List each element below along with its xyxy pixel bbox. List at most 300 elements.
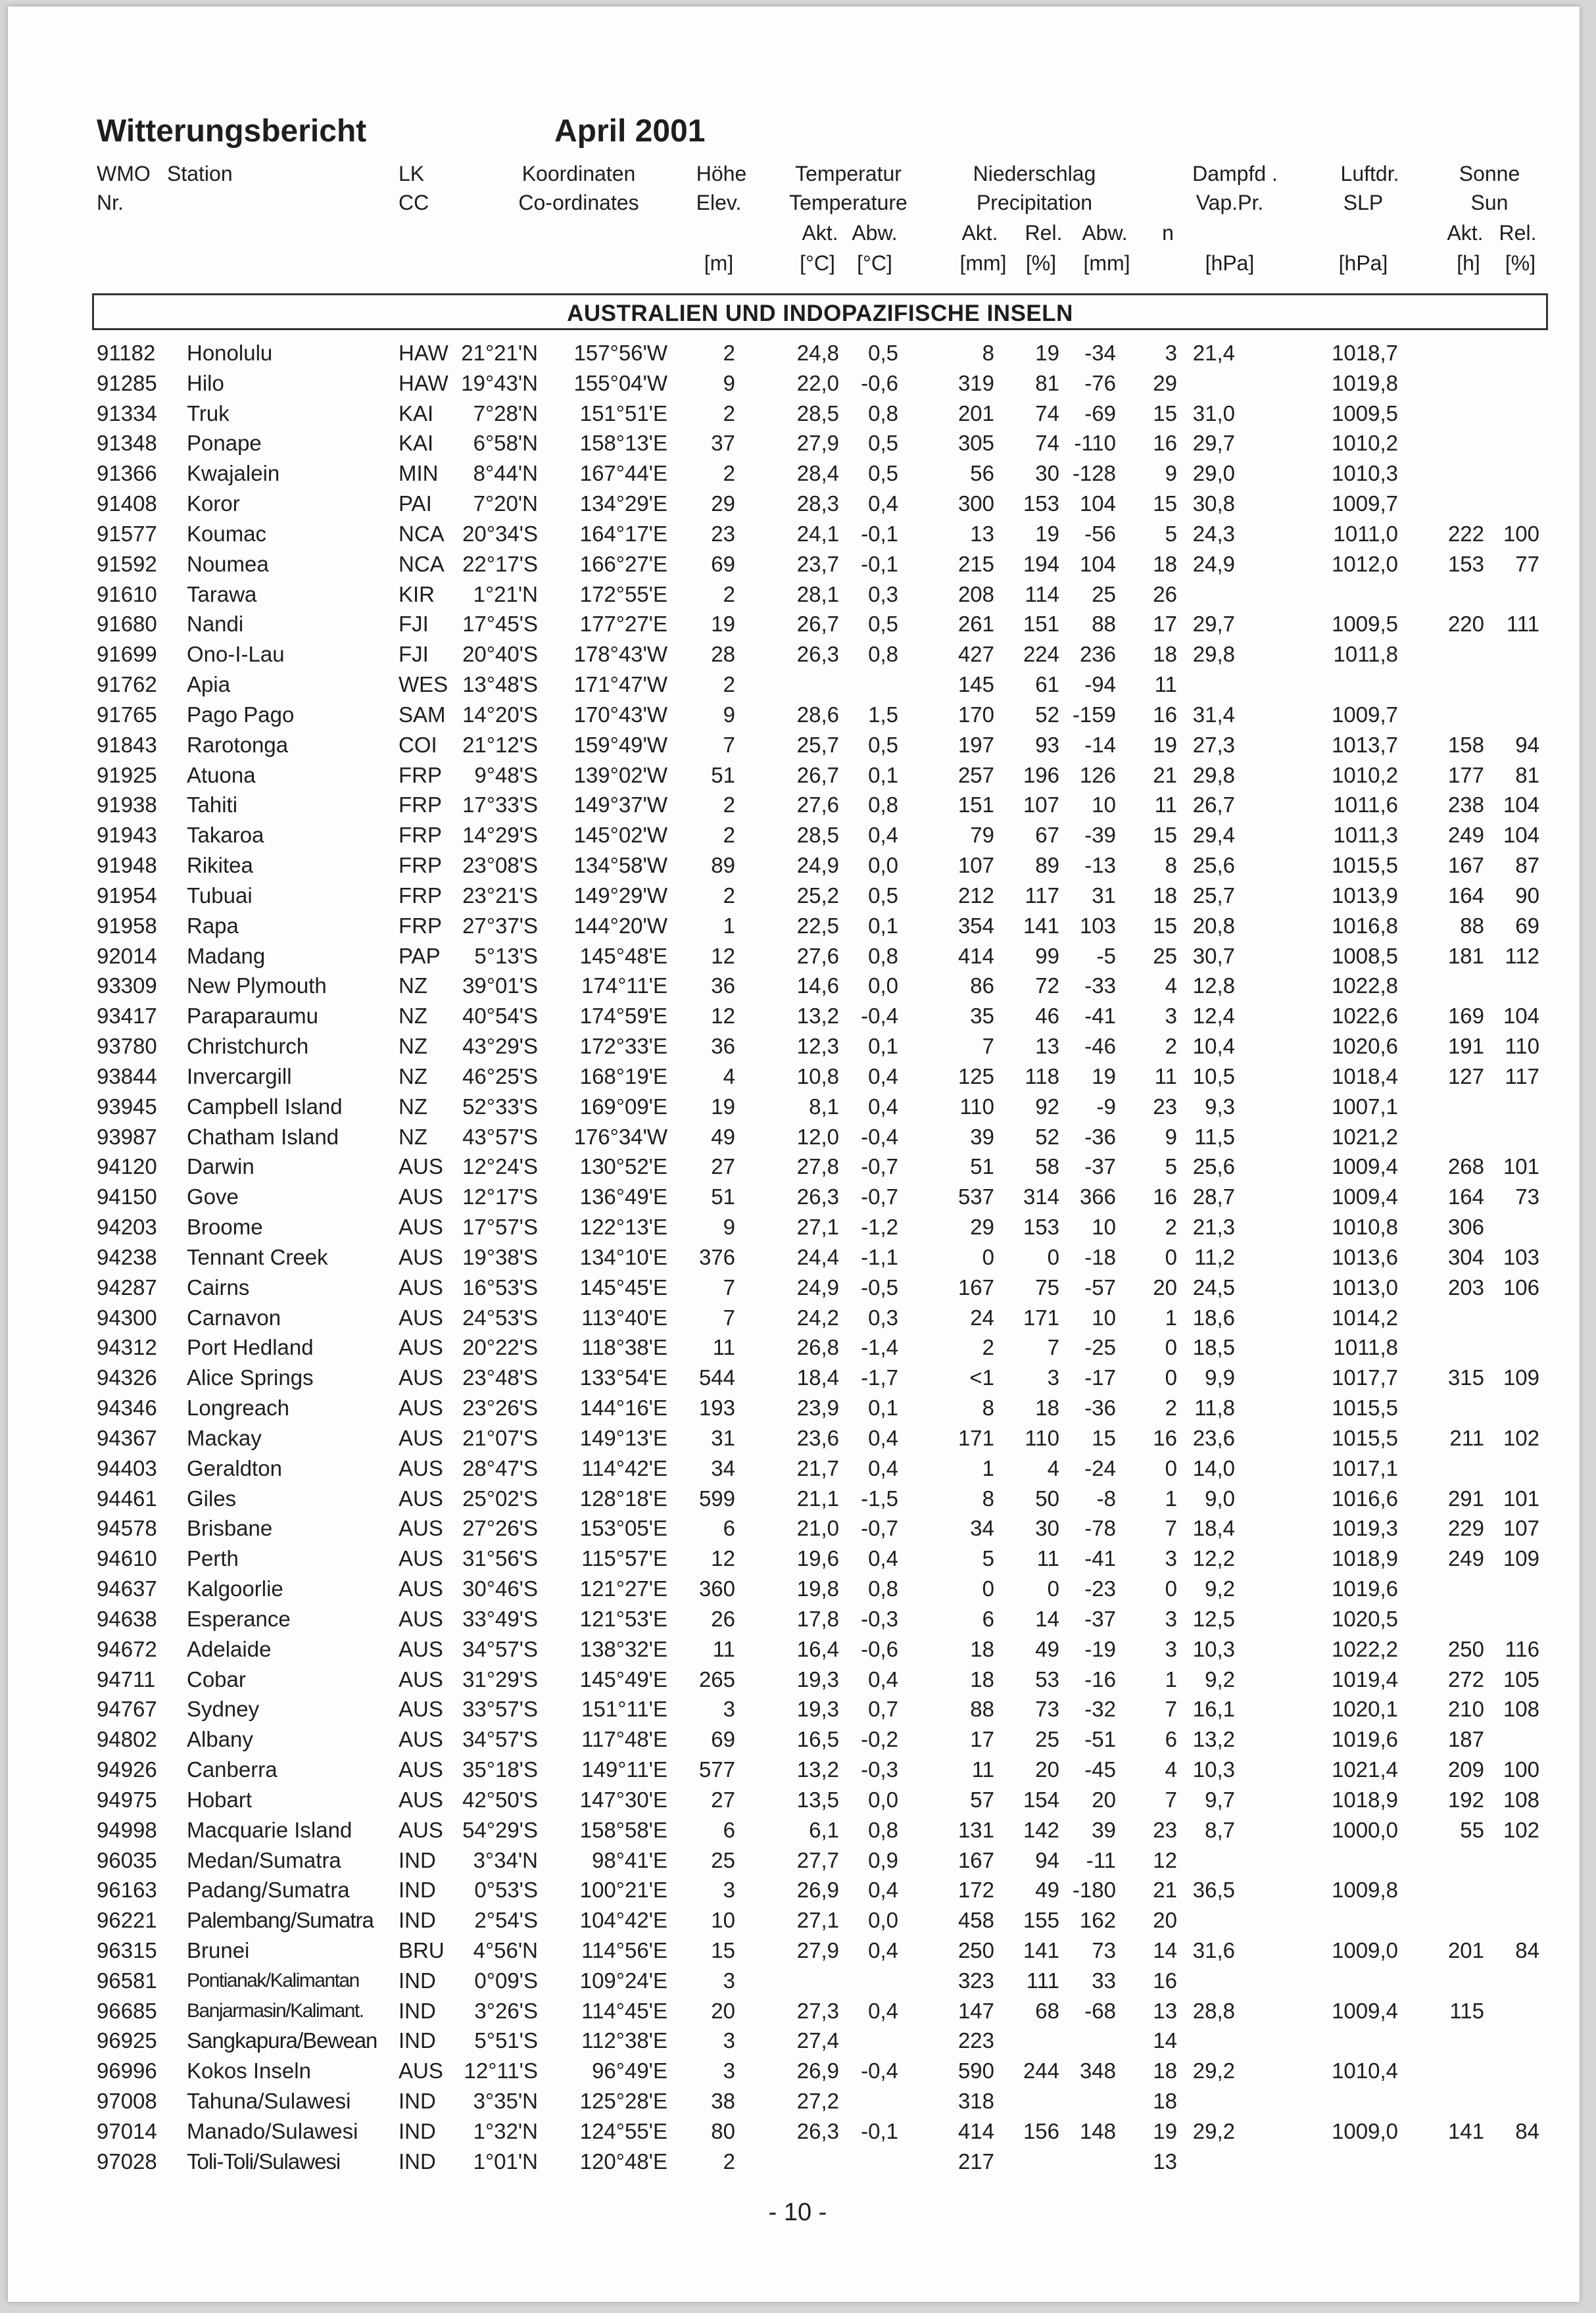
- cell-p-abw: -69: [1084, 401, 1116, 426]
- cell-lon: 172°55'E: [579, 581, 667, 606]
- cell-n: 16: [1153, 1425, 1177, 1450]
- cell-lk: AUS: [399, 1396, 443, 1421]
- cell-n: 3: [1165, 1546, 1177, 1571]
- cell-vap: 28,8: [1192, 1998, 1235, 2023]
- cell-elev: 19: [711, 612, 735, 637]
- cell-lk: AUS: [399, 1154, 443, 1179]
- cell-p-akt: 319: [957, 370, 994, 395]
- cell-lon: 159°49'W: [573, 732, 667, 757]
- cell-nr: 94802: [97, 1727, 157, 1752]
- cell-p-rel: 11: [1036, 1546, 1059, 1571]
- cell-p-akt: 250: [957, 1937, 994, 1962]
- cell-vap: 11,8: [1194, 1396, 1235, 1421]
- cell-nr: 94346: [97, 1396, 157, 1421]
- hdr-vap-unit: [hPa]: [1205, 251, 1255, 275]
- cell-elev: 10: [711, 1908, 735, 1933]
- cell-nr: 91925: [97, 762, 157, 787]
- cell-p-abw: -24: [1084, 1455, 1116, 1480]
- cell-lk: NZ: [399, 1063, 427, 1088]
- cell-p-abw: 88: [1092, 612, 1116, 637]
- cell-vap: 25,6: [1192, 1154, 1235, 1179]
- cell-vap: 18,5: [1192, 1335, 1235, 1360]
- cell-n: 14: [1153, 2028, 1177, 2053]
- cell-lat: 6°58'N: [473, 431, 538, 456]
- cell-t-akt: 28,3: [796, 491, 839, 516]
- cell-n: 16: [1153, 702, 1177, 727]
- cell-lon: 139°02'W: [573, 762, 667, 787]
- cell-vap: 9,2: [1205, 1576, 1235, 1601]
- cell-station: Port Hedland: [187, 1335, 314, 1360]
- cell-t-akt: 14,6: [796, 973, 839, 998]
- cell-lat: 2°54'S: [474, 1908, 538, 1933]
- cell-elev: 3: [723, 1968, 735, 1993]
- cell-elev: 69: [711, 1727, 735, 1752]
- cell-sun-rel: 77: [1515, 551, 1539, 576]
- hdr-sun-akt: Akt.: [1447, 221, 1484, 245]
- cell-lk: FRP: [399, 883, 442, 908]
- cell-p-akt: 414: [957, 943, 994, 968]
- cell-slp: 1021,4: [1332, 1757, 1398, 1782]
- cell-slp: 1009,7: [1332, 702, 1398, 727]
- table-row: [0, 399, 1596, 429]
- cell-p-akt: 57: [970, 1787, 994, 1812]
- cell-p-abw: 10: [1092, 1215, 1116, 1240]
- cell-sun-rel: 108: [1503, 1787, 1539, 1812]
- cell-t-akt: 13,2: [796, 1757, 839, 1782]
- cell-n: 6: [1165, 1727, 1177, 1752]
- table-row: [0, 1363, 1596, 1393]
- table-row: [0, 639, 1596, 670]
- table-row: [0, 911, 1596, 941]
- cell-lk: FJI: [399, 612, 429, 637]
- cell-nr: 92014: [97, 943, 157, 968]
- cell-t-akt: 22,0: [796, 370, 839, 395]
- cell-lat: 21°07'S: [462, 1425, 538, 1450]
- cell-elev: 27: [711, 1787, 735, 1812]
- cell-t-akt: 27,1: [796, 1215, 839, 1240]
- cell-t-abw: 0,8: [868, 792, 898, 817]
- cell-station: Madang: [187, 943, 266, 968]
- cell-t-abw: 0,8: [868, 642, 898, 667]
- cell-p-akt: 300: [957, 491, 994, 516]
- cell-slp: 1009,7: [1332, 491, 1398, 516]
- cell-p-rel: 94: [1035, 1847, 1059, 1872]
- cell-nr: 91943: [97, 823, 157, 848]
- cell-lon: 147°30'E: [579, 1787, 667, 1812]
- cell-lk: FRP: [399, 792, 442, 817]
- cell-t-abw: -1,4: [861, 1335, 898, 1360]
- cell-vap: 29,2: [1192, 2118, 1235, 2143]
- cell-slp: 1009,8: [1332, 1878, 1398, 1903]
- cell-elev: 19: [711, 1094, 735, 1119]
- cell-nr: 91699: [97, 642, 157, 667]
- cell-lat: 20°22'S: [462, 1335, 538, 1360]
- cell-lat: 20°40'S: [462, 642, 538, 667]
- cell-station: Koumac: [187, 521, 267, 546]
- cell-lk: AUS: [399, 1365, 443, 1390]
- cell-vap: 12,5: [1192, 1606, 1235, 1631]
- cell-sun-rel: 117: [1505, 1063, 1539, 1088]
- cell-lon: 118°38'E: [581, 1335, 667, 1360]
- cell-p-akt: 458: [957, 1908, 994, 1933]
- cell-lon: 104°42'E: [579, 1908, 667, 1933]
- cell-lat: 23°08'S: [462, 853, 538, 878]
- cell-lk: FJI: [399, 642, 429, 667]
- cell-p-akt: 29: [970, 1215, 994, 1240]
- cell-slp: 1009,0: [1332, 2118, 1398, 2143]
- cell-lk: AUS: [399, 1455, 443, 1480]
- table-row: [0, 1724, 1596, 1755]
- cell-lon: 114°56'E: [581, 1937, 667, 1962]
- cell-lon: 151°51'E: [579, 401, 667, 426]
- cell-sun-rel: 101: [1503, 1486, 1539, 1511]
- cell-sun-akt: 249: [1447, 823, 1484, 848]
- cell-sun-akt: 291: [1447, 1486, 1484, 1511]
- cell-t-akt: 21,7: [796, 1455, 839, 1480]
- cell-p-akt: 8: [982, 1396, 994, 1421]
- cell-nr: 94610: [97, 1546, 157, 1571]
- hdr-sun-unit1: [h]: [1457, 251, 1480, 275]
- cell-elev: 80: [711, 2118, 735, 2143]
- cell-p-abw: 148: [1079, 2118, 1116, 2143]
- cell-elev: 12: [711, 1546, 735, 1571]
- table-row: [0, 2086, 1596, 2116]
- table-row: [0, 1513, 1596, 1544]
- cell-p-rel: 25: [1035, 1727, 1059, 1752]
- cell-n: 14: [1153, 1937, 1177, 1962]
- cell-nr: 96925: [97, 2028, 157, 2053]
- cell-nr: 96163: [97, 1878, 157, 1903]
- cell-sun-akt: 127: [1447, 1063, 1484, 1088]
- cell-sun-akt: 164: [1447, 1184, 1484, 1209]
- cell-lk: AUS: [399, 1546, 443, 1571]
- cell-p-abw: -5: [1096, 943, 1116, 968]
- cell-lk: NZ: [399, 1094, 427, 1119]
- cell-sun-akt: 304: [1447, 1244, 1484, 1269]
- cell-n: 21: [1153, 762, 1177, 787]
- cell-t-akt: 27,8: [796, 1154, 839, 1179]
- hdr-prec-n: n: [1162, 221, 1174, 245]
- cell-vap: 29,2: [1192, 2058, 1235, 2083]
- cell-sun-rel: 105: [1503, 1667, 1539, 1692]
- cell-elev: 193: [698, 1396, 735, 1421]
- region-heading: [92, 293, 1548, 330]
- hdr-slp-de: Luftdr.: [1340, 162, 1399, 185]
- cell-p-rel: 114: [1025, 581, 1059, 606]
- cell-slp: 1013,6: [1332, 1244, 1398, 1269]
- cell-n: 3: [1165, 1606, 1177, 1631]
- cell-n: 5: [1165, 521, 1177, 546]
- cell-lat: 3°35'N: [473, 2089, 538, 2114]
- cell-p-rel: 107: [1023, 792, 1059, 817]
- cell-vap: 12,4: [1192, 1004, 1235, 1029]
- cell-nr: 96996: [97, 2058, 157, 2083]
- cell-lon: 113°40'E: [581, 1305, 667, 1330]
- cell-elev: 26: [711, 1606, 735, 1631]
- cell-slp: 1018,4: [1332, 1063, 1398, 1088]
- cell-p-akt: 13: [970, 521, 994, 546]
- cell-nr: 94312: [97, 1335, 157, 1360]
- cell-nr: 93844: [97, 1063, 157, 1088]
- cell-slp: 1021,2: [1332, 1124, 1398, 1149]
- cell-t-akt: 19,3: [796, 1697, 839, 1722]
- cell-t-abw: -0,2: [861, 1727, 898, 1752]
- cell-vap: 20,8: [1192, 913, 1235, 938]
- cell-n: 23: [1153, 1817, 1177, 1842]
- cell-lon: 144°16'E: [579, 1396, 667, 1421]
- cell-lat: 0°09'S: [474, 1968, 538, 1993]
- cell-lat: 23°26'S: [462, 1396, 538, 1421]
- cell-n: 18: [1153, 642, 1177, 667]
- cell-lon: 153°05'E: [579, 1516, 667, 1541]
- cell-p-rel: 74: [1035, 431, 1059, 456]
- cell-station: Tubuai: [187, 883, 253, 908]
- cell-t-abw: 0,1: [868, 762, 898, 787]
- cell-p-akt: 323: [957, 1968, 994, 1993]
- cell-p-rel: 142: [1023, 1817, 1059, 1842]
- cell-t-abw: 0,4: [868, 1878, 898, 1903]
- cell-elev: 69: [711, 551, 735, 576]
- table-row: [0, 1815, 1596, 1845]
- cell-lk: NZ: [399, 1124, 427, 1149]
- table-row: [0, 700, 1596, 730]
- cell-lk: PAP: [399, 943, 441, 968]
- cell-vap: 30,7: [1192, 943, 1235, 968]
- cell-p-rel: 111: [1026, 1968, 1059, 1993]
- cell-vap: 26,7: [1192, 792, 1235, 817]
- cell-t-akt: 22,5: [796, 913, 839, 938]
- cell-t-abw: 0,8: [868, 1576, 898, 1601]
- cell-t-akt: 23,9: [796, 1396, 839, 1421]
- cell-p-rel: 141: [1023, 1937, 1059, 1962]
- cell-p-akt: 318: [957, 2089, 994, 2114]
- cell-p-akt: 217: [957, 2149, 994, 2174]
- cell-lon: 171°47'W: [573, 672, 667, 697]
- cell-station: Adelaide: [187, 1636, 272, 1661]
- cell-lk: FRP: [399, 853, 442, 878]
- cell-vap: 25,6: [1192, 853, 1235, 878]
- cell-p-rel: 72: [1035, 973, 1059, 998]
- cell-lon: 117°48'E: [581, 1727, 667, 1752]
- cell-p-abw: -76: [1084, 370, 1116, 395]
- cell-vap: 12,8: [1192, 973, 1235, 998]
- hdr-sun-unit2: [%]: [1505, 251, 1536, 275]
- cell-lon: 134°29'E: [579, 491, 667, 516]
- cell-slp: 1011,6: [1333, 792, 1398, 817]
- cell-p-akt: 305: [957, 431, 994, 456]
- cell-p-abw: 73: [1092, 1937, 1116, 1962]
- cell-n: 25: [1153, 943, 1177, 968]
- cell-lat: 20°34'S: [462, 521, 538, 546]
- cell-sun-rel: 81: [1515, 762, 1539, 787]
- table-row: [0, 881, 1596, 911]
- cell-lk: IND: [399, 2028, 436, 2053]
- cell-t-abw: 0,4: [868, 1546, 898, 1571]
- cell-lat: 28°47'S: [462, 1455, 538, 1480]
- cell-t-abw: 0,5: [868, 461, 898, 486]
- cell-elev: 2: [723, 2149, 735, 2174]
- table-row: [0, 1936, 1596, 1966]
- cell-p-abw: -180: [1072, 1878, 1116, 1903]
- cell-station: Kwajalein: [187, 461, 280, 486]
- cell-lon: 166°27'E: [579, 551, 667, 576]
- cell-lat: 9°48'S: [474, 762, 538, 787]
- cell-n: 0: [1165, 1576, 1177, 1601]
- cell-elev: 3: [723, 2058, 735, 2083]
- cell-t-akt: 26,3: [796, 1184, 839, 1209]
- table-row: [0, 1273, 1596, 1303]
- cell-elev: 20: [711, 1998, 735, 2023]
- cell-lon: 121°53'E: [579, 1606, 667, 1631]
- table-row: [0, 1845, 1596, 1876]
- cell-n: 2: [1165, 1396, 1177, 1421]
- cell-t-akt: 25,7: [796, 732, 839, 757]
- cell-lat: 27°26'S: [462, 1516, 538, 1541]
- cell-p-akt: 257: [957, 762, 994, 787]
- cell-slp: 1013,0: [1332, 1275, 1398, 1300]
- cell-n: 16: [1153, 1184, 1177, 1209]
- cell-t-akt: 8,1: [809, 1094, 839, 1119]
- cell-station: Sangkapura/Bewean: [187, 2028, 377, 2053]
- cell-lk: AUS: [399, 1215, 443, 1240]
- cell-elev: 36: [711, 973, 735, 998]
- cell-nr: 91334: [97, 401, 157, 426]
- cell-elev: 599: [698, 1486, 735, 1511]
- cell-vap: 9,3: [1205, 1094, 1235, 1119]
- cell-lon: 122°13'E: [579, 1215, 667, 1240]
- cell-vap: 9,9: [1205, 1365, 1235, 1390]
- cell-lon: 145°45'E: [579, 1275, 667, 1300]
- cell-p-akt: 39: [970, 1124, 994, 1149]
- cell-p-akt: 56: [970, 461, 994, 486]
- cell-lon: 167°44'E: [579, 461, 667, 486]
- cell-elev: 2: [723, 823, 735, 848]
- cell-lat: 33°57'S: [462, 1697, 538, 1722]
- cell-station: Palembang/Sumatra: [187, 1908, 374, 1933]
- cell-p-akt: 354: [957, 913, 994, 938]
- cell-lat: 4°56'N: [473, 1937, 538, 1962]
- cell-lon: 134°10'E: [579, 1244, 667, 1269]
- cell-lk: IND: [399, 2118, 436, 2143]
- cell-sun-akt: 201: [1447, 1937, 1484, 1962]
- cell-slp: 1015,5: [1332, 1425, 1398, 1450]
- cell-p-abw: 33: [1092, 1968, 1116, 1993]
- cell-sun-akt: 210: [1447, 1697, 1484, 1722]
- hdr-koord: Koordinaten: [521, 162, 636, 185]
- cell-lat: 12°17'S: [462, 1184, 538, 1209]
- cell-n: 17: [1153, 612, 1177, 637]
- cell-lat: 16°53'S: [462, 1275, 538, 1300]
- cell-p-rel: 117: [1025, 883, 1059, 908]
- hdr-vap-en: Vap.Pr.: [1196, 191, 1264, 214]
- cell-station: Noumea: [187, 551, 269, 576]
- cell-vap: 18,4: [1192, 1516, 1235, 1541]
- cell-p-abw: -14: [1084, 732, 1116, 757]
- cell-lon: 124°55'E: [579, 2118, 667, 2143]
- cell-station: Kokos Inseln: [187, 2058, 311, 2083]
- cell-p-rel: 156: [1023, 2118, 1059, 2143]
- cell-nr: 97028: [97, 2149, 157, 2174]
- cell-elev: 3: [723, 1697, 735, 1722]
- cell-station: Ono-I-Lau: [187, 642, 285, 667]
- cell-vap: 10,5: [1192, 1063, 1235, 1088]
- cell-elev: 1: [723, 913, 735, 938]
- cell-sun-rel: 100: [1503, 1757, 1539, 1782]
- cell-slp: 1010,4: [1332, 2058, 1398, 2083]
- cell-lk: AUS: [399, 1244, 443, 1269]
- cell-station: Tahuna/Sulawesi: [187, 2089, 351, 2114]
- cell-nr: 94672: [97, 1636, 157, 1661]
- cell-sun-rel: 116: [1505, 1636, 1539, 1661]
- cell-nr: 94300: [97, 1305, 157, 1330]
- cell-elev: 4: [723, 1063, 735, 1088]
- table-row: [0, 2056, 1596, 2086]
- cell-n: 9: [1165, 1124, 1177, 1149]
- cell-n: 0: [1165, 1335, 1177, 1360]
- cell-p-akt: 201: [957, 401, 994, 426]
- cell-elev: 2: [723, 581, 735, 606]
- cell-lk: IND: [399, 1878, 436, 1903]
- cell-sun-akt: 220: [1447, 612, 1484, 637]
- cell-elev: 38: [711, 2089, 735, 2114]
- hdr-sun-rel: Rel.: [1499, 221, 1537, 245]
- cell-nr: 91843: [97, 732, 157, 757]
- cell-station: Canberra: [187, 1757, 278, 1782]
- cell-elev: 7: [723, 1275, 735, 1300]
- cell-n: 19: [1153, 732, 1177, 757]
- cell-station: Rarotonga: [187, 732, 289, 757]
- cell-lat: 1°01'N: [473, 2149, 538, 2174]
- cell-p-rel: 4: [1047, 1455, 1059, 1480]
- cell-nr: 91938: [97, 792, 157, 817]
- cell-sun-akt: 211: [1449, 1425, 1484, 1450]
- cell-t-abw: -0,3: [861, 1606, 898, 1631]
- cell-p-akt: 6: [982, 1606, 994, 1631]
- cell-t-akt: 13,2: [796, 1004, 839, 1029]
- cell-elev: 51: [711, 762, 735, 787]
- cell-sun-rel: 104: [1503, 792, 1539, 817]
- cell-p-abw: 162: [1079, 1908, 1116, 1933]
- cell-sun-rel: 111: [1506, 612, 1539, 637]
- cell-nr: 96315: [97, 1937, 157, 1962]
- cell-vap: 9,7: [1205, 1787, 1235, 1812]
- cell-p-rel: 14: [1035, 1606, 1059, 1631]
- cell-n: 3: [1165, 1636, 1177, 1661]
- hdr-prec-unit3: [mm]: [1083, 251, 1130, 275]
- cell-station: Invercargill: [187, 1063, 292, 1088]
- hdr-prec-akt: Akt.: [961, 221, 998, 245]
- cell-nr: 94461: [97, 1486, 157, 1511]
- cell-slp: 1020,6: [1332, 1034, 1398, 1059]
- cell-vap: 16,1: [1192, 1697, 1235, 1722]
- cell-n: 11: [1154, 1063, 1177, 1088]
- table-row: [0, 1001, 1596, 1031]
- cell-vap: 11,5: [1194, 1124, 1235, 1149]
- cell-p-akt: 51: [970, 1154, 994, 1179]
- cell-station: Geraldton: [187, 1455, 282, 1480]
- cell-station: Apia: [187, 672, 231, 697]
- cell-lat: 8°44'N: [473, 461, 538, 486]
- table-row: [0, 1332, 1596, 1363]
- cell-n: 3: [1165, 341, 1177, 365]
- cell-lk: AUS: [399, 1184, 443, 1209]
- cell-station: Sydney: [187, 1697, 260, 1722]
- cell-lk: KIR: [399, 581, 435, 606]
- cell-sun-akt: 55: [1460, 1817, 1484, 1842]
- cell-t-abw: 0,1: [868, 1034, 898, 1059]
- cell-lat: 24°53'S: [462, 1305, 538, 1330]
- cell-slp: 1000,0: [1332, 1817, 1398, 1842]
